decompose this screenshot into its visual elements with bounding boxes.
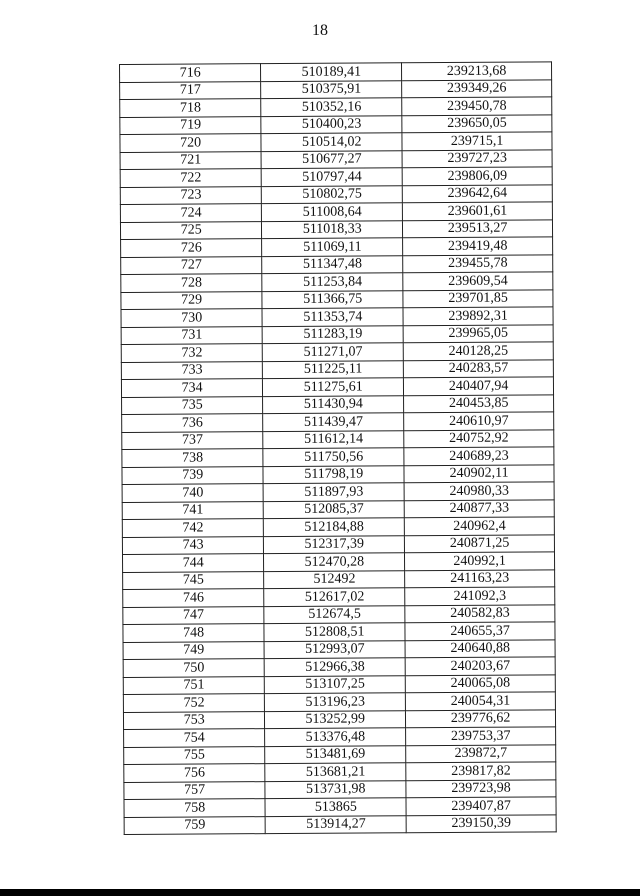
point-number-cell: 733 bbox=[121, 361, 262, 379]
x-coordinate-cell: 511430,94 bbox=[263, 395, 404, 413]
y-coordinate-cell: 239601,61 bbox=[403, 202, 553, 220]
x-coordinate-cell: 510352,16 bbox=[261, 98, 402, 116]
point-number-cell: 736 bbox=[122, 414, 263, 432]
point-number-cell: 737 bbox=[122, 431, 263, 449]
table-row bbox=[120, 62, 552, 82]
table-row bbox=[120, 202, 552, 222]
point-number-cell: 752 bbox=[123, 694, 264, 712]
table-row bbox=[120, 149, 552, 169]
y-coordinate-cell: 239609,54 bbox=[403, 272, 553, 290]
y-coordinate-cell: 239806,09 bbox=[402, 167, 552, 185]
y-coordinate-cell: 240992,1 bbox=[405, 552, 555, 570]
point-number-cell: 742 bbox=[122, 519, 263, 537]
table-row bbox=[120, 132, 552, 152]
table-row bbox=[123, 674, 555, 694]
point-number-cell: 729 bbox=[121, 291, 262, 309]
point-number-cell: 724 bbox=[120, 204, 261, 222]
point-number-cell: 744 bbox=[122, 554, 263, 572]
coordinates-table bbox=[119, 61, 557, 835]
y-coordinate-cell: 239650,05 bbox=[402, 114, 552, 132]
table-row bbox=[123, 709, 555, 729]
x-coordinate-cell: 511069,11 bbox=[262, 238, 403, 256]
y-coordinate-cell: 239455,78 bbox=[403, 254, 553, 272]
x-coordinate-cell: 510514,02 bbox=[261, 133, 402, 151]
coordinates-table-body bbox=[120, 62, 557, 835]
point-number-cell: 746 bbox=[123, 589, 264, 607]
point-number-cell: 747 bbox=[123, 606, 264, 624]
point-number-cell: 753 bbox=[123, 711, 264, 729]
x-coordinate-cell: 511366,75 bbox=[262, 290, 403, 308]
table-row bbox=[124, 727, 556, 747]
point-number-cell: 754 bbox=[124, 729, 265, 747]
point-number-cell: 758 bbox=[124, 799, 265, 817]
x-coordinate-cell: 513376,48 bbox=[265, 728, 406, 746]
y-coordinate-cell: 239349,26 bbox=[402, 79, 552, 97]
table-row bbox=[120, 219, 552, 239]
point-number-cell: 745 bbox=[123, 571, 264, 589]
x-coordinate-cell: 511897,93 bbox=[263, 483, 404, 501]
x-coordinate-cell: 511612,14 bbox=[263, 430, 404, 448]
point-number-cell: 749 bbox=[123, 641, 264, 659]
x-coordinate-cell: 512085,37 bbox=[264, 500, 405, 518]
point-number-cell: 726 bbox=[121, 239, 262, 257]
x-coordinate-cell: 512808,51 bbox=[264, 623, 405, 641]
point-number-cell: 723 bbox=[120, 186, 261, 204]
x-coordinate-cell: 511798,19 bbox=[263, 465, 404, 483]
table-row bbox=[121, 272, 553, 292]
table-row bbox=[123, 657, 555, 677]
table-row bbox=[122, 482, 554, 502]
table-row bbox=[123, 639, 555, 659]
table-row bbox=[121, 377, 553, 397]
y-coordinate-cell: 240283,57 bbox=[404, 359, 554, 377]
table-row bbox=[121, 342, 553, 362]
point-number-cell: 727 bbox=[121, 256, 262, 274]
x-coordinate-cell: 512674,5 bbox=[264, 605, 405, 623]
page-number: 18 bbox=[312, 22, 328, 39]
x-coordinate-cell: 511750,56 bbox=[263, 448, 404, 466]
point-number-cell: 757 bbox=[124, 781, 265, 799]
table-row bbox=[124, 762, 556, 782]
x-coordinate-cell: 513731,98 bbox=[265, 780, 406, 798]
point-number-cell: 732 bbox=[121, 344, 262, 362]
table-row bbox=[121, 254, 553, 274]
y-coordinate-cell: 240980,33 bbox=[404, 482, 554, 500]
y-coordinate-cell: 240877,33 bbox=[404, 499, 554, 517]
point-number-cell: 743 bbox=[122, 536, 263, 554]
point-number-cell: 741 bbox=[122, 501, 263, 519]
point-number-cell: 740 bbox=[122, 484, 263, 502]
table-row bbox=[123, 622, 555, 642]
point-number-cell: 718 bbox=[120, 99, 261, 117]
y-coordinate-cell: 240752,92 bbox=[404, 429, 554, 447]
table-row bbox=[122, 429, 554, 449]
y-coordinate-cell: 239776,62 bbox=[406, 709, 556, 727]
y-coordinate-cell: 239965,05 bbox=[403, 324, 553, 342]
point-number-cell: 720 bbox=[120, 134, 261, 152]
y-coordinate-cell: 239450,78 bbox=[402, 97, 552, 115]
x-coordinate-cell: 513252,99 bbox=[265, 710, 406, 728]
y-coordinate-cell: 239701,85 bbox=[403, 289, 553, 307]
x-coordinate-cell: 510400,23 bbox=[261, 115, 402, 133]
x-coordinate-cell: 511283,19 bbox=[262, 325, 403, 343]
y-coordinate-cell: 239723,98 bbox=[406, 779, 556, 797]
x-coordinate-cell: 511253,84 bbox=[262, 273, 403, 291]
x-coordinate-cell: 511008,64 bbox=[262, 203, 403, 221]
x-coordinate-cell: 511347,48 bbox=[262, 255, 403, 273]
y-coordinate-cell: 240054,31 bbox=[406, 692, 556, 710]
x-coordinate-cell: 513865 bbox=[265, 798, 406, 816]
y-coordinate-cell: 239642,64 bbox=[402, 184, 552, 202]
x-coordinate-cell: 513107,25 bbox=[265, 675, 406, 693]
table-row bbox=[122, 534, 554, 554]
y-coordinate-cell: 240655,37 bbox=[405, 622, 555, 640]
point-number-cell: 735 bbox=[122, 396, 263, 414]
x-coordinate-cell: 511439,47 bbox=[263, 413, 404, 431]
point-number-cell: 717 bbox=[120, 81, 261, 99]
x-coordinate-cell: 511353,74 bbox=[262, 308, 403, 326]
point-number-cell: 730 bbox=[121, 309, 262, 327]
y-coordinate-cell: 239727,23 bbox=[402, 149, 552, 167]
x-coordinate-cell: 513481,69 bbox=[265, 745, 406, 763]
y-coordinate-cell: 241163,23 bbox=[405, 569, 555, 587]
point-number-cell: 759 bbox=[124, 816, 265, 834]
y-coordinate-cell: 240902,11 bbox=[404, 464, 554, 482]
x-coordinate-cell: 512492 bbox=[264, 570, 405, 588]
point-number-cell: 725 bbox=[120, 221, 261, 239]
point-number-cell: 756 bbox=[124, 764, 265, 782]
x-coordinate-cell: 512617,02 bbox=[264, 588, 405, 606]
table-row bbox=[124, 797, 556, 817]
x-coordinate-cell: 511275,61 bbox=[263, 378, 404, 396]
y-coordinate-cell: 239817,82 bbox=[406, 762, 556, 780]
table-row bbox=[121, 307, 553, 327]
x-coordinate-cell: 510802,75 bbox=[262, 185, 403, 203]
table-row bbox=[122, 517, 554, 537]
table-row bbox=[120, 167, 552, 187]
y-coordinate-cell: 239419,48 bbox=[403, 237, 553, 255]
x-coordinate-cell: 512184,88 bbox=[264, 518, 405, 536]
table-row bbox=[122, 447, 554, 467]
table-row bbox=[123, 604, 555, 624]
table-row bbox=[122, 412, 554, 432]
point-number-cell: 731 bbox=[121, 326, 262, 344]
y-coordinate-cell: 240610,97 bbox=[404, 412, 554, 430]
point-number-cell: 719 bbox=[120, 116, 261, 134]
table-row bbox=[120, 97, 552, 117]
y-coordinate-cell: 239753,37 bbox=[406, 727, 556, 745]
y-coordinate-cell: 239892,31 bbox=[403, 307, 553, 325]
point-number-cell: 721 bbox=[120, 151, 261, 169]
table-row bbox=[124, 744, 556, 764]
y-coordinate-cell: 240962,4 bbox=[404, 517, 554, 535]
point-number-cell: 734 bbox=[121, 379, 262, 397]
table-row bbox=[121, 237, 553, 257]
x-coordinate-cell: 510677,27 bbox=[261, 150, 402, 168]
x-coordinate-cell: 513196,23 bbox=[265, 693, 406, 711]
x-coordinate-cell: 511225,11 bbox=[263, 360, 404, 378]
table-row bbox=[124, 779, 556, 799]
table-row bbox=[122, 499, 554, 519]
y-coordinate-cell: 239513,27 bbox=[403, 219, 553, 237]
point-number-cell: 750 bbox=[123, 659, 264, 677]
point-number-cell: 755 bbox=[124, 746, 265, 764]
x-coordinate-cell: 510797,44 bbox=[261, 168, 402, 186]
x-coordinate-cell: 512993,07 bbox=[264, 640, 405, 658]
y-coordinate-cell: 239715,1 bbox=[402, 132, 552, 150]
x-coordinate-cell: 512470,28 bbox=[264, 553, 405, 571]
y-coordinate-cell: 240689,23 bbox=[404, 447, 554, 465]
y-coordinate-cell: 240871,25 bbox=[405, 534, 555, 552]
table-row bbox=[124, 814, 556, 834]
y-coordinate-cell: 240203,67 bbox=[405, 657, 555, 675]
table-row bbox=[123, 692, 555, 712]
table-row bbox=[121, 289, 553, 309]
y-coordinate-cell: 240407,94 bbox=[404, 377, 554, 395]
y-coordinate-cell: 240640,88 bbox=[405, 639, 555, 657]
point-number-cell: 722 bbox=[120, 169, 261, 187]
y-coordinate-cell: 240128,25 bbox=[403, 342, 553, 360]
x-coordinate-cell: 513681,21 bbox=[265, 763, 406, 781]
x-coordinate-cell: 510189,41 bbox=[261, 63, 402, 81]
x-coordinate-cell: 512317,39 bbox=[264, 535, 405, 553]
scan-edge-bar bbox=[0, 889, 640, 896]
table-row bbox=[123, 587, 555, 607]
table-row bbox=[120, 79, 552, 99]
point-number-cell: 751 bbox=[123, 676, 264, 694]
y-coordinate-cell: 239872,7 bbox=[406, 744, 556, 762]
point-number-cell: 739 bbox=[122, 466, 263, 484]
y-coordinate-cell: 239150,39 bbox=[406, 814, 556, 832]
y-coordinate-cell: 240582,83 bbox=[405, 604, 555, 622]
table-row bbox=[120, 184, 552, 204]
x-coordinate-cell: 510375,91 bbox=[261, 80, 402, 98]
y-coordinate-cell: 240065,08 bbox=[405, 674, 555, 692]
point-number-cell: 716 bbox=[120, 64, 261, 82]
y-coordinate-cell: 241092,3 bbox=[405, 587, 555, 605]
x-coordinate-cell: 511271,07 bbox=[263, 343, 404, 361]
point-number-cell: 728 bbox=[121, 274, 262, 292]
x-coordinate-cell: 512966,38 bbox=[264, 658, 405, 676]
table-row bbox=[121, 359, 553, 379]
table-row bbox=[122, 394, 554, 414]
point-number-cell: 738 bbox=[122, 449, 263, 467]
y-coordinate-cell: 239407,87 bbox=[406, 797, 556, 815]
point-number-cell: 748 bbox=[123, 624, 264, 642]
y-coordinate-cell: 240453,85 bbox=[404, 394, 554, 412]
table-row bbox=[122, 464, 554, 484]
table-row bbox=[123, 569, 555, 589]
x-coordinate-cell: 513914,27 bbox=[265, 815, 406, 833]
y-coordinate-cell: 239213,68 bbox=[402, 62, 552, 80]
x-coordinate-cell: 511018,33 bbox=[262, 220, 403, 238]
table-row bbox=[121, 324, 553, 344]
table-row bbox=[122, 552, 554, 572]
table-row bbox=[120, 114, 552, 134]
